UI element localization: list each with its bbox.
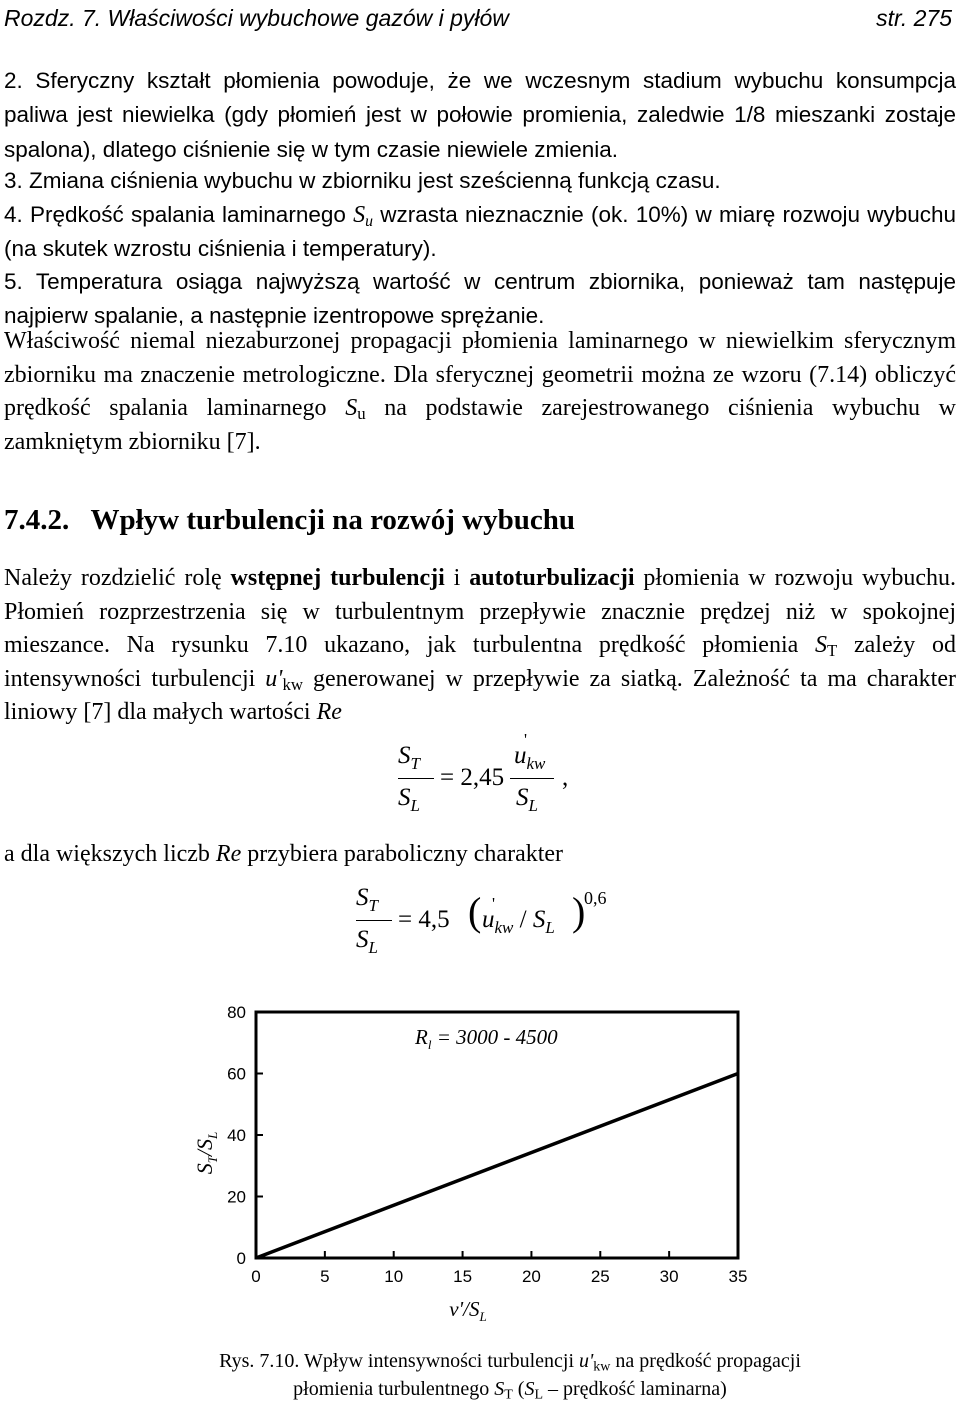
- su-symbol: S: [345, 395, 358, 421]
- eq2-ratio: [482, 894, 555, 937]
- eq2-s-subscript: L: [545, 918, 555, 937]
- eq1-numerator-2: [514, 730, 546, 773]
- eq1-den2-subscript: L: [528, 796, 538, 815]
- su-symbol: S: [353, 202, 366, 228]
- eq2-open-paren: (: [468, 889, 482, 934]
- eq1-u-subscript: kw: [526, 754, 546, 773]
- paragraph-parabolic-text-b: przybiera paraboliczny charakter: [241, 841, 564, 867]
- su-subscript: u: [357, 404, 366, 424]
- paragraph-parabolic: [4, 838, 956, 872]
- caption-u-symbol: u': [579, 1350, 594, 1372]
- eq2-slash: /: [513, 906, 533, 933]
- list-item-4: [4, 198, 956, 267]
- eq2-u-symbol: u: [482, 906, 495, 933]
- eq2-fraction-bar: [356, 920, 392, 921]
- eq1-denominator: [398, 784, 420, 815]
- section-title: Wpływ turbulencji na rozwój wybuchu: [90, 504, 575, 536]
- eq1-den-subscript: L: [410, 796, 420, 815]
- x-tick-label: 25: [590, 1267, 610, 1286]
- caption-sl-symbol: S: [524, 1378, 535, 1400]
- header-page-number: str. 275: [876, 5, 952, 31]
- list-item-4-text-a: 4. Prędkość spalania laminarnego: [4, 202, 354, 227]
- eq2-den-subscript: L: [368, 938, 378, 957]
- term-initial-turbulence: wstępnej turbulencji: [230, 565, 445, 591]
- eq1-den2-symbol: S: [516, 784, 529, 811]
- equation-parabolic: [356, 884, 616, 974]
- caption-line-2: [130, 1375, 890, 1403]
- st-symbol: S: [815, 632, 827, 658]
- x-tick-label: 20: [521, 1267, 541, 1286]
- x-tick-label: 30: [659, 1267, 679, 1286]
- caption-text-2c: – prędkość laminarna): [543, 1378, 727, 1400]
- figure-caption: [130, 1347, 890, 1403]
- eq1-numerator: [398, 742, 420, 773]
- caption-st-subscript: T: [504, 1387, 513, 1403]
- u-symbol: u': [265, 665, 283, 692]
- y-tick-label: 40: [227, 1126, 246, 1145]
- paragraph-turbulence-text-4: zależy od intensywności turbulencji: [4, 632, 956, 692]
- caption-text-1b: na prędkość propagacji: [610, 1350, 801, 1372]
- chart-annotation-range: $R_l = 3000 - 4500$: [415, 1025, 558, 1052]
- list-item-5-text: 5. Temperatura osiąga najwyższą wartość w centrum zbiornika, ponieważ tam następuje najpierw spalanie, a następnie izentropowe sprężanie.: [4, 269, 956, 329]
- eq1-num-symbol: S: [398, 742, 411, 769]
- paragraph-turbulence-text-3: płomienia w rozwoju wybuchu. Płomień rozprzestrzenia się w turbulentnym przepływie znacznie prędzej niż w spokojnej mieszance. Na rysunku 7.10 ukazano, jak turbulentna prędkość płomienia: [4, 565, 957, 658]
- term-autoturbulization: autoturbulizacji: [469, 565, 635, 591]
- caption-u-subscript: kw: [593, 1359, 611, 1375]
- eq2-u-subscript: kw: [494, 918, 514, 937]
- re-symbol: Re: [215, 841, 242, 867]
- eq2-num-symbol: S: [356, 884, 369, 911]
- eq2-num-subscript: T: [368, 896, 378, 915]
- paragraph-turbulence-text-1: Należy rozdzielić rolę: [4, 565, 231, 591]
- x-tick-label: 5: [320, 1267, 330, 1286]
- paragraph-metrology-text-b: na podstawie zarejestrowanego ciśnienia wybuchu w zamkniętym zbiorniku [7].: [4, 395, 956, 455]
- list-item-5: [4, 265, 956, 334]
- figure-7-10-chart: [150, 990, 810, 1330]
- section-number: 7.4.2.: [4, 504, 70, 536]
- paragraph-turbulence-text-2: i: [444, 565, 470, 591]
- eq1-coefficient: = 2,45: [440, 764, 505, 791]
- caption-st-symbol: S: [494, 1378, 505, 1400]
- y-tick-label: 80: [227, 1003, 246, 1022]
- y-axis-label: $S_T/S_L$: [192, 1131, 220, 1175]
- eq1-u-symbol: u: [514, 742, 527, 769]
- y-tick-label: 60: [227, 1064, 246, 1084]
- x-axis-label: $v'/S_L$: [449, 1297, 487, 1324]
- eq1-comma: ,: [562, 764, 569, 791]
- eq1-u-prime: ': [524, 730, 528, 749]
- caption-sl-subscript: L: [534, 1387, 544, 1403]
- paragraph-turbulence-text-5: generowanej w przepływie za siatką. Zależność ta ma charakter liniowy [7] dla małych wartości: [4, 665, 956, 725]
- eq2-exponent: 0,6: [584, 888, 607, 908]
- su-subscript: u: [365, 212, 373, 230]
- eq1-fraction-bar-2: [510, 778, 554, 779]
- caption-text-2a: płomienia turbulentnego: [293, 1378, 495, 1400]
- eq2-coefficient: = 4,5: [398, 906, 450, 933]
- caption-text-1a: Rys. 7.10. Wpływ intensywności turbulencji: [219, 1350, 580, 1372]
- eq2-denominator: [356, 926, 378, 957]
- eq1-den-symbol: S: [398, 784, 411, 811]
- y-tick-label: 20: [227, 1187, 246, 1207]
- list-item-2: [4, 64, 956, 167]
- st-subscript: T: [827, 641, 838, 661]
- list-item-4-text-b: wzrasta nieznacznie (ok. 10%) w miarę rozwoju wybuchu (na skutek wzrostu ciśnienia i temperatury).: [4, 202, 957, 262]
- eq2-u-prime: ': [492, 894, 496, 913]
- y-tick-label: 0: [236, 1249, 246, 1268]
- eq2-s-symbol: S: [532, 906, 546, 933]
- re-symbol: Re: [316, 699, 342, 725]
- list-item-3-text: 3. Zmiana ciśnienia wybuchu w zbiorniku jest sześcienną funkcją czasu.: [4, 168, 721, 193]
- eq2-numerator: [356, 884, 378, 915]
- paragraph-turbulence: [4, 562, 956, 730]
- caption-line-1: [130, 1347, 890, 1375]
- list-item-2-text: 2. Sferyczny kształt płomienia powoduje, że we wczesnym stadium wybuchu konsumpcja paliwa jest niewielka (gdy płomień jest w połowie promienia, zaledwie 1/8 mieszanki zostaje spalona), dlatego ciśnienie się w tym czasie niewiele zmienia.: [4, 68, 956, 162]
- running-header: [4, 2, 954, 34]
- eq1-fraction-bar: [398, 778, 434, 779]
- header-chapter-title: Rozdz. 7. Właściwości wybuchowe gazów i pyłów: [4, 5, 509, 31]
- paragraph-metrology: [4, 325, 956, 459]
- list-item-3: [4, 164, 956, 198]
- x-tick-label: 35: [728, 1267, 748, 1286]
- series-line: [256, 1074, 738, 1259]
- x-tick-label: 0: [251, 1267, 261, 1286]
- paragraph-parabolic-text-a: a dla większych liczb: [4, 841, 216, 867]
- paragraph-metrology-text-a: Właściwość niemal niezaburzonej propagacji płomienia laminarnego w niewielkim sferycznym zbiorniku ma znaczenie metrologiczne. Dla sferycznej geometrii można ze wzoru (7.14) obliczyć prędkość spalania laminarnego: [4, 328, 956, 421]
- eq2-close-paren: ): [572, 889, 586, 934]
- x-tick-label: 10: [384, 1267, 404, 1286]
- section-heading: [4, 500, 575, 540]
- x-tick-label: 15: [453, 1267, 473, 1286]
- caption-text-2b: (: [512, 1378, 525, 1400]
- eq2-den-symbol: S: [356, 926, 369, 953]
- u-subscript: kw: [282, 674, 303, 694]
- equation-linear: [398, 730, 588, 832]
- eq1-num-subscript: T: [410, 754, 420, 773]
- eq1-denominator-2: [516, 784, 538, 815]
